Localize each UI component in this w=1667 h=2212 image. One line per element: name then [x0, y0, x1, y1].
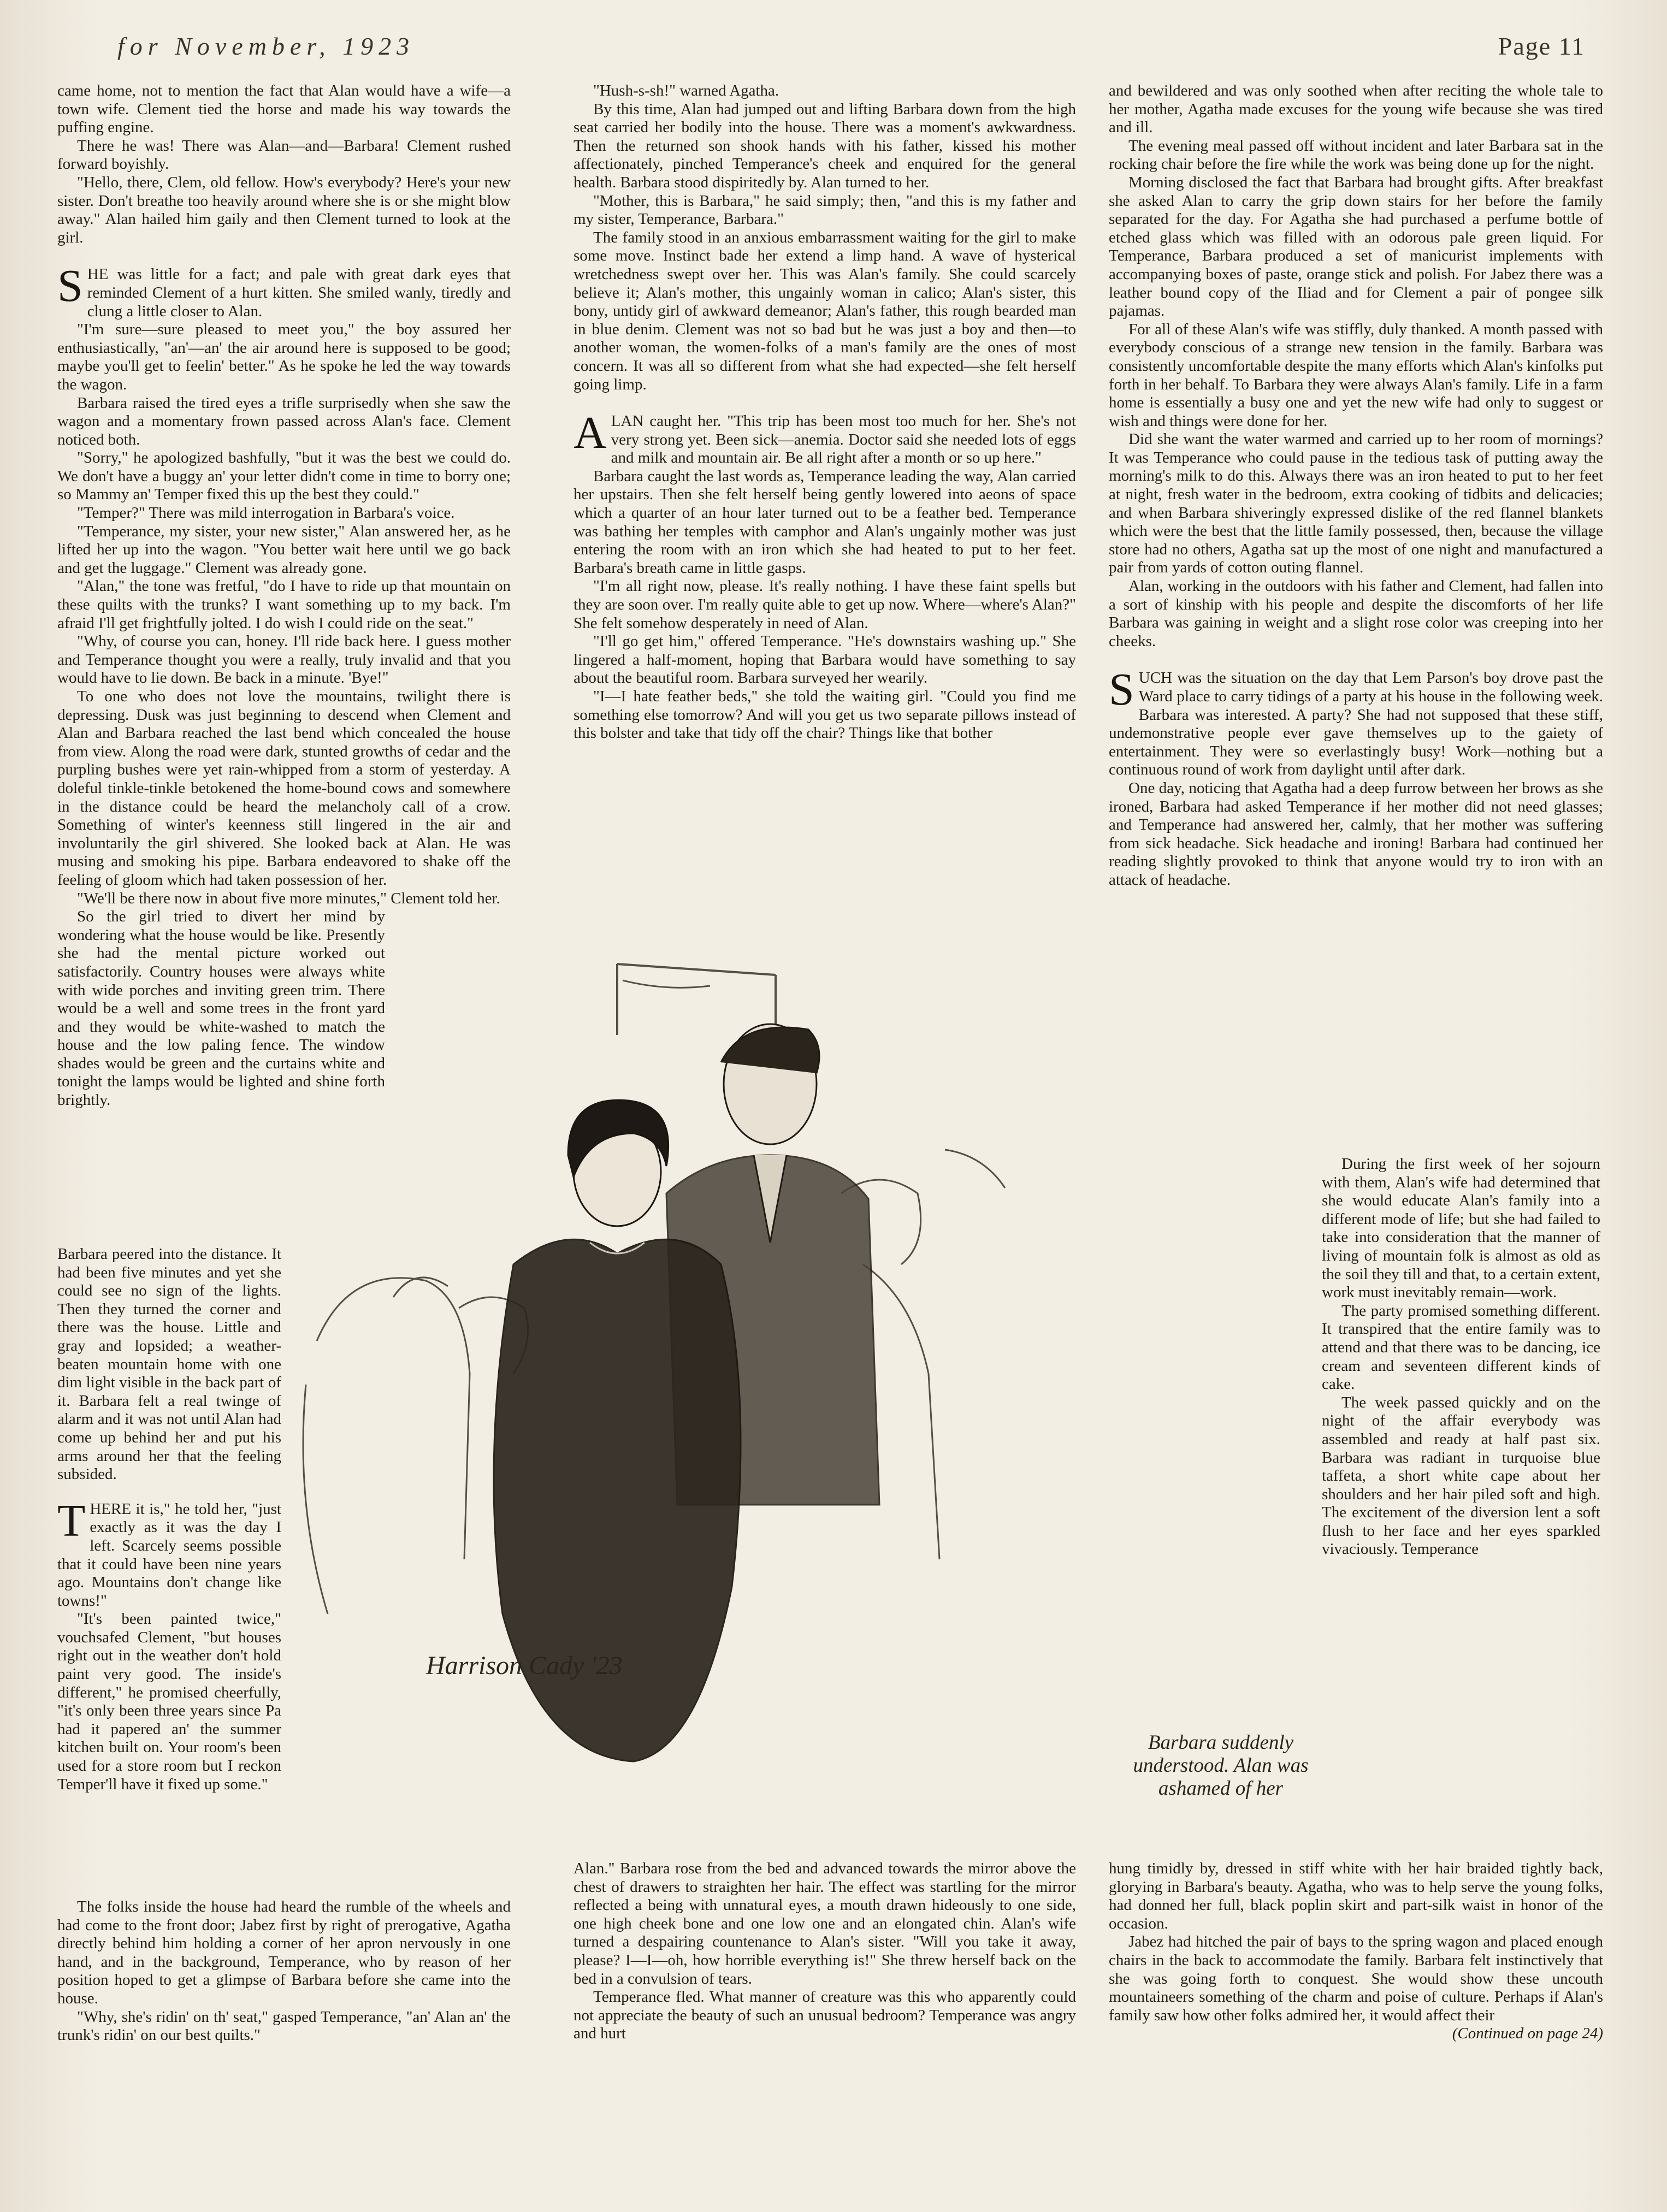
paragraph: So the girl tried to divert her mind by wondering what the house would be like. Presently she had the mental picture worked out satisfactorily. Country houses were always white with wide porches and inviting green trim. There would be a well and some trees in the front yard and they would be white-washed to match the house and the low paling fence. The window shades would be green and the curtains white and tonight the lamps would be lighted and shine forth brightly. — [57, 908, 385, 1109]
illustration-caption: Barbara suddenly understood. Alan was ashamed of her — [1133, 1731, 1309, 1800]
paragraph-dropcap: SUCH was the situation on the day that Lem Parson's boy drove past the Ward place to carry tidings of a party at his house in the following week. Barbara was interested. A party? She had not supposed that these stiff, undemonstrative people ever gave themselves up to the gaiety of entertainment. They were so everlastingly busy! Work—nothing but a continuous round of work from daylight until after dark. — [1109, 664, 1603, 779]
paragraph: Did she want the water warmed and carried up to her room of mornings? It was Temperance who could pause in the tedious task of putting away the morning's milk to do this. Always there was an iron heated to put to her feet at night, fresh water in the bedroom, extra cooking of tidbits and delicacies; and when Barbara shiveringly expressed dislike of the red flannel blankets which were the best that the little family possessed, then, because the village store had no others, Agatha sat up the most of one night and manufactured a pair from yards of cotton outing flannel. — [1109, 430, 1603, 577]
column-1-narrow — [57, 1245, 281, 1794]
paragraph: "Why, she's ridin' on th' seat," gasped Temperance, "an' Alan an' the trunk's ridin' on our best quilts." — [57, 2008, 511, 2044]
paragraph: Temperance fled. What manner of creature was this who apparently could not appreciate the beauty of such an unusual bedroom? Temperance was angry and hurt — [574, 1988, 1076, 2043]
page-number: Page 11 — [1498, 32, 1585, 60]
paragraph: By this time, Alan had jumped out and lifting Barbara down from the high seat carried her bodily into the house. There was a moment's awkwardness. Then the returned son shook hands with his father, kissed his mother affectionately, pinched Temperance's cheek and enquired for the general health. Barbara stood dispiritedly by. Alan turned to her. — [574, 100, 1076, 191]
page-header — [117, 32, 1585, 75]
paragraph: One day, noticing that Agatha had a deep furrow between her brows as she ironed, Barbara had asked Temperance if her mother did not need glasses; and Temperance had answered her, calmly, that her mother was suffering from sick headache. Sick headache and ironing! Barbara had continued her reading slightly provoked to think that anyone would try to iron with an attack of headache. — [1109, 779, 1603, 889]
paragraph: Alan." Barbara rose from the bed and advanced towards the mirror above the chest of drawers to straighten her hair. The effect was startling for the mirror reflected a being with unnatural eyes, a mouth drawn hideously to one side, one high cheek bone and one low one and an elongated chin. Alan's wife turned a despairing countenance to Alan's sister. "Will you take it away, please? I—I—oh, how horrible everything is!" She threw herself back on the bed in a convulsion of tears. — [574, 1860, 1076, 1988]
paragraph: "Mother, this is Barbara," he said simply; then, "and this is my father and my sister, Temperance, Barbara." — [574, 192, 1076, 228]
story-illustration — [284, 959, 1098, 1843]
paragraph: came home, not to mention the fact that Alan would have a wife—a town wife. Clement tied the horse and made his way towards the puffing engine. — [57, 82, 511, 137]
paragraph-dropcap: SHE was little for a fact; and pale with great dark eyes that reminded Clement of a hurt kitten. She smiled wanly, tiredly and clung a little closer to Alan. — [57, 261, 511, 320]
paragraph: The evening meal passed off without incident and later Barbara sat in the rocking chair before the fire while the work was being done up for the night. — [1109, 137, 1603, 173]
drop-cap: S — [57, 261, 83, 312]
paragraph: Jabez had hitched the pair of bays to the spring wagon and placed enough chairs in the back to accommodate the family. Barbara felt instinctively that she was going forth to conquest. She would show these uncouth mountaineers something of the charm and poise of culture. Perhaps if Alan's family saw how other folks admired her, it would affect their — [1109, 1933, 1603, 2024]
paragraph: To one who does not love the mountains, twilight there is depressing. Dusk was just beginning to descend when Clement and Alan and Barbara reached the last bend which concealed the house from view. Along the road were dark, stunted growths of cedar and the purpling bushes were yet rain-whipped from a storm of yesterday. A doleful tinkle-tinkle betokened the home-bound cows and somewhere in the distance could be heard the melancholy call of a crow. Something of winter's keenness still lingered in the air and involuntarily the girl shivered. She looked back at Alan. He was musing and smoking his pipe. Barbara endeavored to shake off the feeling of gloom which had taken possession of her. — [57, 688, 511, 889]
column-1 — [57, 82, 511, 1110]
paragraph: Barbara raised the tired eyes a trifle surprisedly when she saw the wagon and a momentary frown passed across Alan's face. Clement noticed both. — [57, 394, 511, 448]
paragraph: "Why, of course you can, honey. I'll ride back here. I guess mother and Temperance thought you were a really, truly invalid and that you would have to lie down. Be back in a minute. 'Bye!" — [57, 632, 511, 687]
paragraph: Barbara peered into the distance. It had been five minutes and yet she could see no sign of the lights. Then they turned the corner and there was the house. Little and gray and lopsided; a weather-beaten mountain home with one dim light visible in the back part of it. Barbara felt a real twinge of alarm and it was not until Alan had come up behind her and put his arms around her that the feeling subsided. — [57, 1245, 281, 1483]
paragraph: The week passed quickly and on the night of the affair everybody was assembled and ready at half past six. Barbara was radiant in turquoise blue taffeta, a short white cape about her shoulders and her hair piled soft and high. The excitement of the diversion lent a soft flush to her face and her eyes sparkled vivaciously. Temperance — [1322, 1393, 1600, 1558]
paragraph: "Sorry," he apologized bashfully, "but it was the best we could do. We don't have a buggy an' your letter didn't come in time to borry one; so Mammy an' Temper fixed this up the best they could." — [57, 449, 511, 504]
paragraph: "Hello, there, Clem, old fellow. How's everybody? Here's your new sister. Don't breathe too heavily around where she is or she might blow away." Alan hailed him gaily and then Clement turned to look at the girl. — [57, 173, 511, 246]
paragraph-dropcap: THERE it is," he told her, "just exactly as it was the day I left. Scarcely seems possible that it could have been nine years ago. Mountains don't change like towns!" — [57, 1495, 281, 1610]
drop-cap: A — [574, 407, 607, 459]
drop-cap: S — [1109, 664, 1134, 715]
paragraph: The family stood in an anxious embarrassment waiting for the girl to make some move. Instinct bade her extend a limp hand. A wave of hysterical wretchedness swept over her. This was Alan's family. She could scarcely believe it; Alan's mother, this ungainly woman in calico; Alan's sister, this bony, untidy girl of awkward demeanor; Alan's father, this rough bearded man in blue denim. Clement was not so bad but he was just a boy and then—to another woman, the women-folks of a man's family are the ones of most concern. It was all so different from what she had expected—she felt herself going limp. — [574, 228, 1076, 393]
continued-note: (Continued on page 24) — [1452, 2025, 1603, 2043]
paragraph: There he was! There was Alan—and—Barbara! Clement rushed forward boyishly. — [57, 137, 511, 173]
paragraph: Barbara caught the last words as, Temperance leading the way, Alan carried her upstairs. Then she felt herself being gently lowered into aeons of space which a quarter of an hour later turned out to be a feather bed. Temperance was bathing her temples with camphor and Alan's ungainly mother was just entering the room with an iron which she had heated to put to her feet. Barbara's breath came in little gasps. — [574, 467, 1076, 577]
paragraph: "It's been painted twice," vouchsafed Clement, "but houses right out in the weather don't hold paint very good. The inside's different," he promised cheerfully, "it's only been three years since Pa had it papered an' the summer kitchen built on. Your room's been used for a store room but I reckon Temper'll have it fixed up some." — [57, 1610, 281, 1793]
column-1-lower — [57, 1898, 511, 2045]
column-3-narrow — [1322, 1155, 1600, 1559]
paragraph: and bewildered and was only soothed when after reciting the whole tale to her mother, Agatha made excuses for the young wife because she was tired and ill. — [1109, 82, 1603, 137]
paragraph: The folks inside the house had heard the rumble of the wheels and had come to the front door; Jabez first by right of prerogative, Agatha directly behind him holding a corner of her apron nervously in one hand, and in the background, Temperance, who by reason of her position hoped to get a glimpse of Barbara before she came into the house. — [57, 1898, 511, 2007]
column-2 — [574, 82, 1076, 743]
paragraph: hung timidly by, dressed in stiff white with her hair braided tightly back, glorying in Barbara's beauty. Agatha, who was to help serve the young folks, had donned her full, black poplin skirt and part-silk waist in honor of the occasion. — [1109, 1860, 1603, 1932]
paragraph: "I'll go get him," offered Temperance. "He's downstairs washing up." She lingered a half-moment, hoping that Barbara would have something to say about the beautiful room. Barbara surveyed her wearily. — [574, 632, 1076, 687]
paragraph: "I'm sure—sure pleased to meet you," the boy assured her enthusiastically, "an'—an' the air around here is supposed to be good; maybe you'll get to feelin' better." As he spoke he led the way towards the wagon. — [57, 321, 511, 393]
paragraph: During the first week of her sojourn with them, Alan's wife had determined that she would educate Alan's family into a different mode of life; but she had failed to take into consideration that the manner of living of mountain folk is almost as old as the soil they till and that, to a certain extent, work must inevitably remain—work. — [1322, 1155, 1600, 1302]
paragraph: "I'm all right now, please. It's really nothing. I have these faint spells but they are soon over. I'm really quite able to get up now. Where—where's Alan?" She felt somehow desperately in need of Alan. — [574, 577, 1076, 632]
paragraph: "Hush-s-sh!" warned Agatha. — [593, 82, 779, 99]
paragraph: The party promised something different. It transpired that the entire family was to attend and that there was to be dancing, ice cream and seventeen different kinds of cake. — [1322, 1302, 1600, 1393]
column-3 — [1109, 82, 1603, 890]
paragraph: "Temperance, my sister, your new sister," Alan answered her, as he lifted her up into the wagon. "You better wait here until we go back and get the luggage." Clement was already gone. — [57, 522, 511, 577]
paragraph-dropcap: ALAN caught her. "This trip has been most too much for her. She's not very strong yet. Been sick—anemia. Doctor said she needed lots of eggs and milk and mountain air. Be all right after a month or so up here." — [574, 407, 1076, 467]
paragraph: "Temper?" There was mild interrogation in Barbara's voice. — [77, 504, 455, 522]
paragraph: Alan, working in the outdoors with his father and Clement, had fallen into a sort of kinship with his people and despite the discomforts of her life Barbara was gaining in weight and a slight rose color was creeping into her cheeks. — [1109, 577, 1603, 650]
paragraph: "Alan," the tone was fretful, "do I have to ride up that mountain on these quilts with the trunks? I want something up to my back. I'm afraid I'll get frightfully jolted. I do wish I could ride on the seat." — [57, 577, 511, 632]
paragraph: Morning disclosed the fact that Barbara had brought gifts. After breakfast she asked Alan to carry the grip down stairs for her before the family separated for the day. For Agatha she had purchased a perfume bottle of etched glass which was filled with an odorous pale green liquid. For Temperance, Barbara produced a set of manicurist implements with accompanying boxes of paste, orange stick and polish. For Jabez there was a leather bound copy of the Iliad and for Clement a pair of pongee silk pajamas. — [1109, 173, 1603, 320]
paragraph: "I—I hate feather beds," she told the waiting girl. "Could you find me something else tomorrow? And will you get us two separate pillows instead of this bolster and take that tidy off the chair? Things like that bother — [574, 688, 1076, 742]
drop-cap: T — [57, 1495, 86, 1546]
paragraph: For all of these Alan's wife was stiffly, duly thanked. A month passed with everybody conscious of a strange new tension in the family. Barbara was consistently uncomfortable despite the many efforts which Alan's kinfolks put forth in her behalf. To Barbara they were always Alan's family. Life in a farm home is essentially a busy one and yet the new wife had only to suggest or wish and things were done for her. — [1109, 320, 1603, 430]
column-3-lower — [1109, 1860, 1603, 2043]
artist-signature: Harrison Cady '23 — [426, 1651, 623, 1680]
dateline: for November, 1923 — [117, 32, 415, 60]
paragraph: "We'll be there now in about five more minutes," Clement told her. — [77, 889, 500, 907]
column-2-lower — [574, 1860, 1076, 2043]
